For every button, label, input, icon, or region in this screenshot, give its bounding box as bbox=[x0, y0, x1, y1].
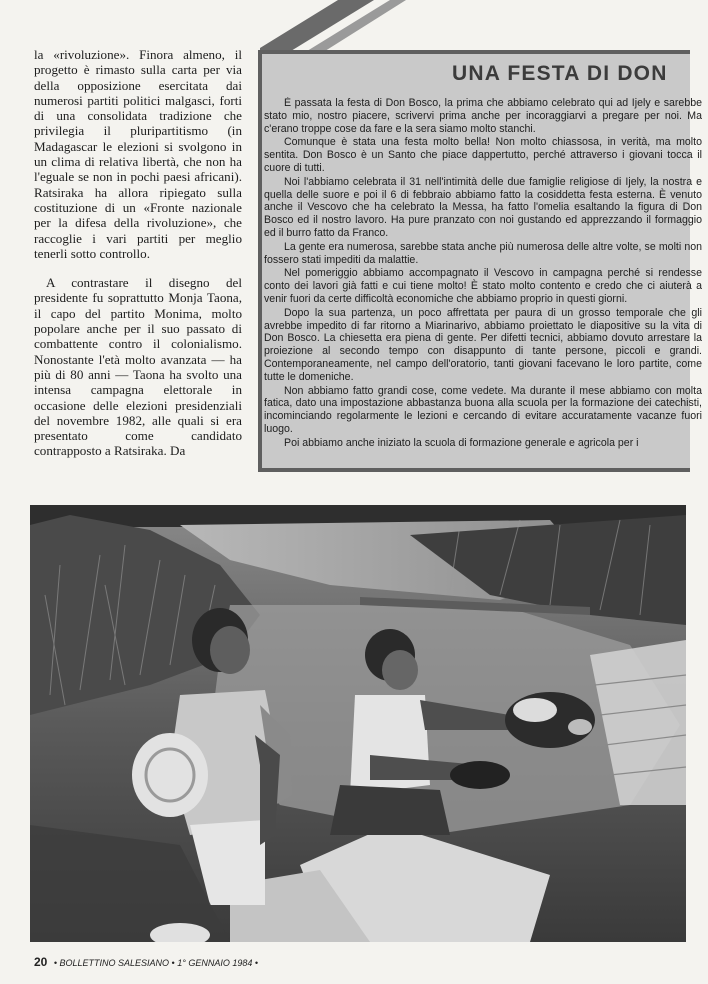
sidebar-title: UNA FESTA DI DON bbox=[452, 62, 668, 85]
publication-line: • BOLLETTINO SALESIANO • 1° GENNAIO 1984 • bbox=[53, 958, 258, 968]
sidebar-paragraph-7: Non abbiamo fatto grandi cose, come vedete. Ma durante il mese abbiamo con molta fatica, dato una impostazione abbastanza buona alla scuola per la formazione dei catechisti, incominciando regolarmente le lezioni e cercando di evitare accuratamente vacanze fuori luogo. bbox=[264, 384, 702, 435]
photo-women-washing-at-river bbox=[30, 505, 686, 942]
article-left-column bbox=[34, 47, 242, 459]
sidebar-paragraph-3: Noi l'abbiamo celebrata il 31 nell'intimità delle due famiglie religiose di Ijely, la nostra e quella delle suore e poi il 6 di febbraio abbiamo fatto la cosiddetta festa esterna. È venuto anche il Vescovo che ha celebrato la Messa, ha fatto l'omelia esaltando la figura di Don Bosco ed il nostro lavoro. Ha pure pranzato con noi gustando ed apprezzando il formaggio ed il burro fatto da Franco. bbox=[264, 175, 702, 239]
sidebar-paragraph-8: Poi abbiamo anche iniziato la scuola di formazione generale e agricola per i bbox=[284, 436, 639, 449]
article-paragraph-1: la «rivoluzione». Finora almeno, il progetto è rimasto sulla carta per via della opposizione esercitata dai numerosi partiti politici malgasci, forti di una consolidata tradizione che privilegia il pluripartitismo (in Madagascar le elezioni si svolgono in un clima di relativa libertà, che non ha l'eguale se non in pochi paesi africani). Ratsiraka ha allora ripiegato sulla costituzione di un «Fronte nazionale per la difesa della rivoluzione», che raccoglie i vari partiti per meglio tenerli sotto controllo. bbox=[34, 47, 242, 261]
sidebar-paragraph-6: Dopo la sua partenza, un poco affrettata per paura di un grosso temporale che gli avrebbe impedito di far ritorno a Miarinarivo, abbiamo proiettato le diapositive su la vita di Don Bosco. La chiesetta era piena di gente. Per difetti tecnici, abbiamo dovuto arrestare la proiezione al secondo tempo con disappunto di tante persone, piccoli e grandi. Contemporaneamente, nel campo dell'oratorio, tanti giovani facevano le loro partite, come tutte le domeniche. bbox=[264, 306, 702, 383]
sidebar-paragraph-4: La gente era numerosa, sarebbe stata anche più numerosa delle altre volte, se molti non fossero stati impediti da malattie. bbox=[264, 240, 702, 266]
sidebar-paragraph-1: È passata la festa di Don Bosco, la prima che abbiamo celebrato qui ad Ijely e sarebbe stato mio, nostro piacere, scrivervi prima anche per incoraggiarvi a pregare per noi. Ma c'erano troppe cose da fare e la sera siamo molto stanchi. bbox=[264, 97, 702, 135]
sidebar-paragraph-5: Nel pomeriggio abbiamo accompagnato il Vescovo in campagna perché si rendesse conto dei lavori già fatti e cui tiene molto! È stato molto contento e credo che ci aiuterà a venir fuori da certe difficoltà economiche che abbiamo proprio in questi giorni. bbox=[264, 267, 702, 305]
article-paragraph-2: A contrastare il disegno del presidente fu soprattutto Monja Taona, il capo del partito Monima, molto popolare anche per il suo passato di combattente contro il colonialismo. Nonostante l'età molto avanzata — ha più di 80 anni — Taona ha svolto una intensa campagna elettorale in occasione delle elezioni presidenziali del novembre 1982, alle quali si era presentato come candidato contrapposto a Ratsiraka. Da bbox=[34, 275, 242, 459]
page-number: 20 bbox=[34, 955, 48, 969]
sidebar-paragraph-2: Comunque è stata una festa molto bella! Non molto chiassosa, in verità, ma molto sentita. Don Bosco è un Santo che piace dappertutto, perché attraverso i giovani tocca il cuore di tutti. bbox=[264, 136, 702, 174]
sidebar-text bbox=[264, 97, 702, 469]
page-footer bbox=[34, 955, 258, 969]
